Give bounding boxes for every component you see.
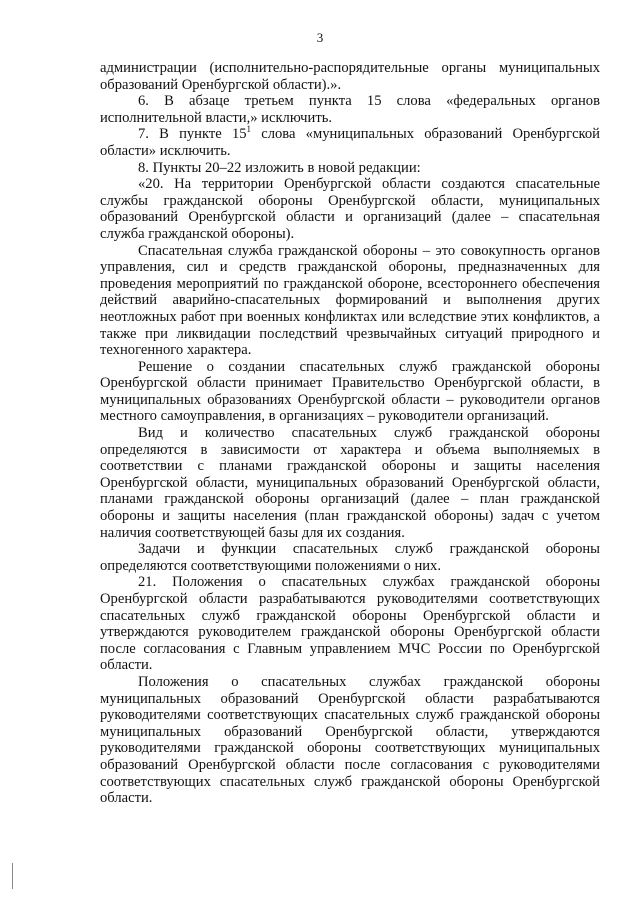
paragraph: 6. В абзаце третьем пункта 15 слова «федеральных органов исполнительной власти,» исключить.: [100, 93, 600, 126]
paragraph: 8. Пункты 20–22 изложить в новой редакции:: [138, 159, 421, 176]
paragraph: Решение о создании спасательных служб гражданской обороны Оренбургской области принимает Правительство Оренбургской области, в муниципальных образованиях Оренбургской области – руководители органов местного самоуправления, в организациях – руководители организаций.: [100, 358, 600, 425]
scan-margin-mark: [12, 863, 13, 889]
superscript: 1: [246, 124, 252, 135]
paragraph: Положения о спасательных службах гражданской обороны муниципальных образований Оренбургской области разрабатываются руководителями соответствующих спасательных служб гражданской обороны муниципальных образований Оренбургской области, утверждаются руководителями гражданской обороны соответствующих муниципальных образований Оренбургской области после согласования с руководителями соответствующих спасательных служб гражданской обороны Оренбургской области.: [100, 673, 600, 807]
paragraph: [100, 126, 600, 159]
paragraph: администрации (исполнительно-распорядительные органы муниципальных образований Оренбургской области).».: [100, 60, 600, 93]
paragraph: Задачи и функции спасательных служб гражданской обороны определяются соответствующими положениями о них.: [100, 541, 600, 574]
document-body: [100, 60, 600, 807]
paragraph-text: слова «муниципальных образований Оренбургской области» исключить.: [100, 126, 600, 159]
paragraph: «20. На территории Оренбургской области создаются спасательные службы гражданской обороны Оренбургской области, муниципальных образований Оренбургской области и организаций (далее – спасательная служба гражданской обороны).: [100, 176, 600, 242]
paragraph: Спасательная служба гражданской обороны – это совокупность органов управления, сил и средств гражданской обороны, предназначенных для проведения мероприятий по гражданской обороне, всестороннего обеспечения действий аварийно-спасательных формирований и выполнения других неотложных работ при военных конфликтах или вследствие этих конфликтов, а также при ликвидации последствий чрезвычайных ситуаций природного и техногенного характера.: [100, 242, 600, 359]
page-number: 3: [316, 30, 324, 45]
paragraph-text: 7. В пункте 15: [138, 126, 247, 143]
paragraph: Вид и количество спасательных служб гражданской обороны определяются в зависимости от характера и объема выполняемых в соответствии с планами гражданской обороны и защиты населения Оренбургской области, муниципальных образований Оренбургской области, планами гражданской обороны организаций (далее – план гражданской обороны и защиты населения (план гражданской обороны) задач с учетом наличия соответствующей базы для их создания.: [100, 425, 600, 541]
paragraph: 21. Положения о спасательных службах гражданской обороны Оренбургской области разрабатываются руководителями соответствующих спасательных служб гражданской обороны Оренбургской области и утверждаются руководителем гражданской обороны Оренбургской области после согласования с Главным управлением МЧС России по Оренбургской области.: [100, 574, 600, 674]
